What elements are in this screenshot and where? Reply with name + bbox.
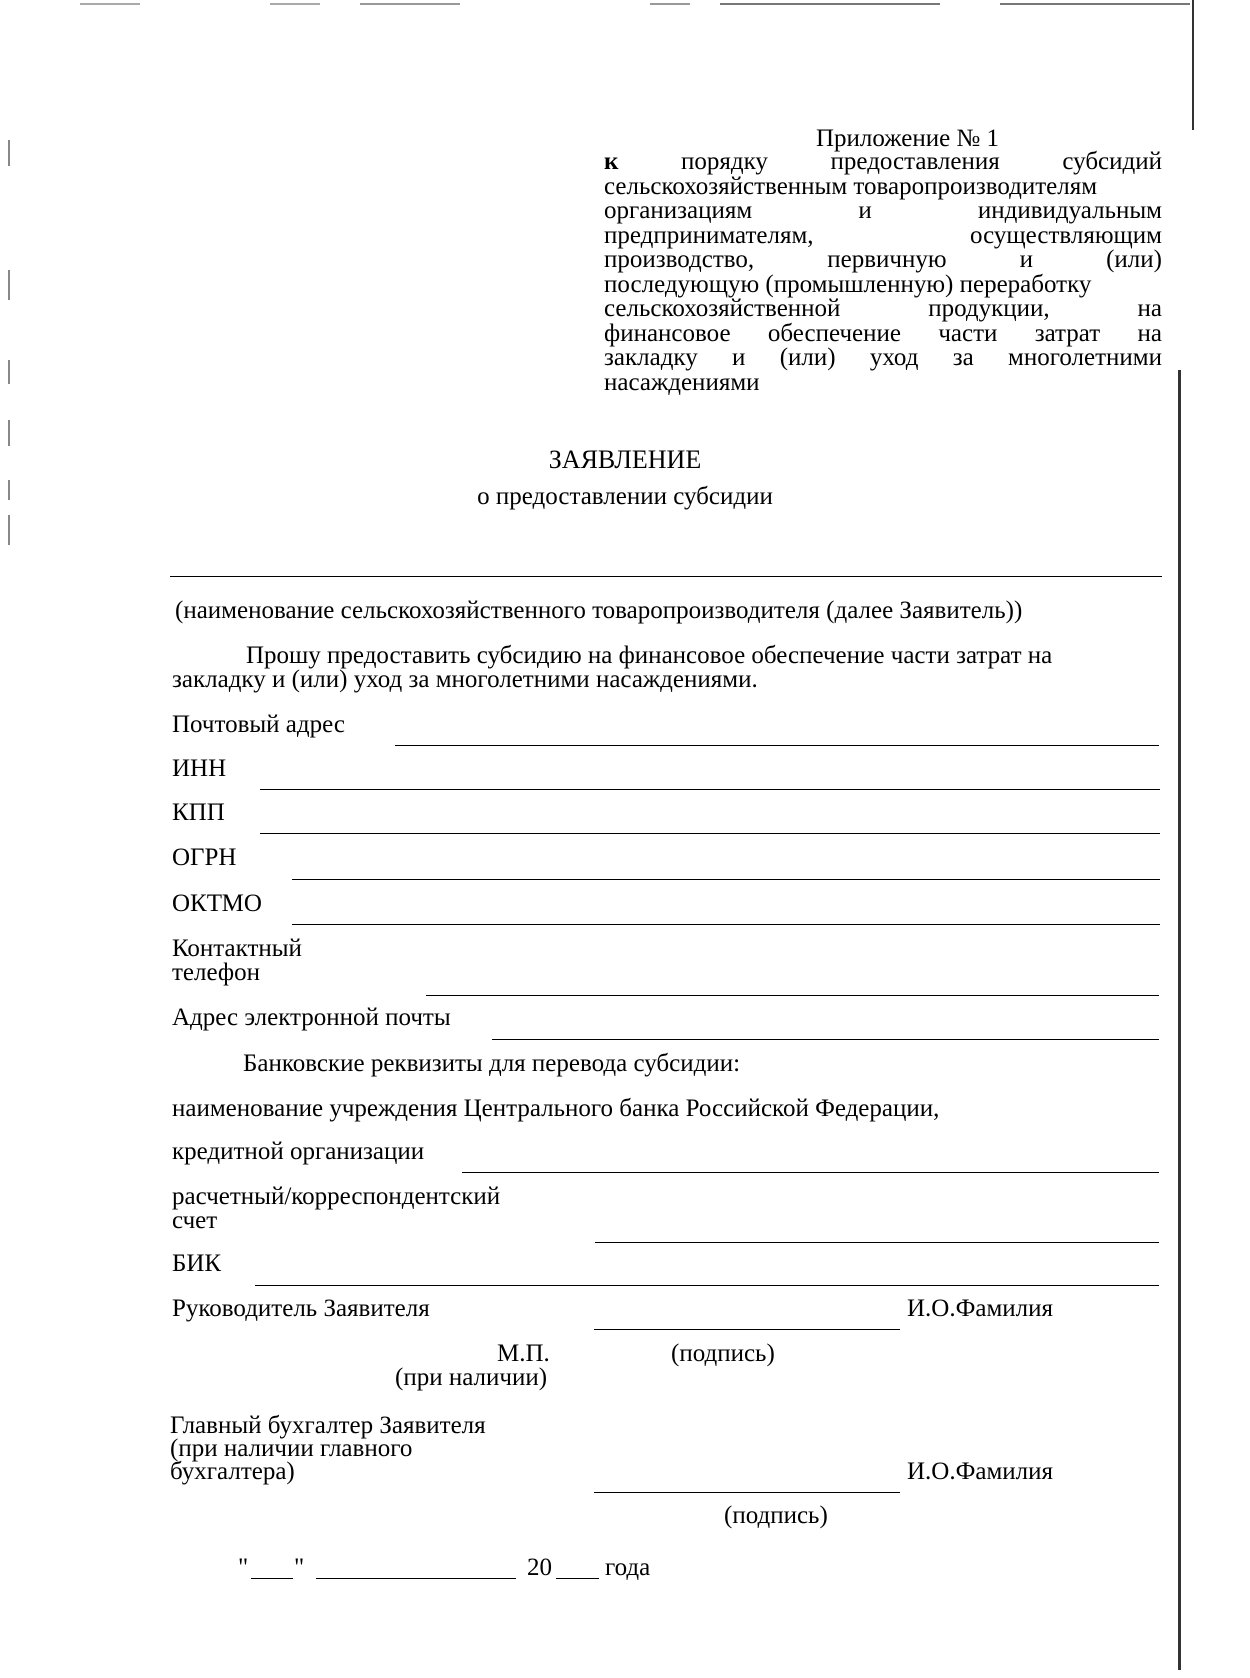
credit-org-field[interactable] <box>462 1172 1159 1173</box>
date-year-field[interactable] <box>556 1578 599 1579</box>
appendix-word: организациям <box>604 197 753 224</box>
kpp-label: КПП <box>172 799 225 826</box>
scan-left-mark <box>8 515 10 545</box>
accountant-name: И.О.Фамилия <box>907 1458 1054 1485</box>
ogrn-label: ОГРН <box>172 844 237 871</box>
appendix-word: производство, <box>604 246 755 273</box>
head-signature-field[interactable] <box>594 1329 900 1330</box>
scan-left-mark <box>8 140 10 166</box>
stamp-note: (при наличии) <box>395 1364 548 1391</box>
appendix-word: многолетними <box>1008 344 1162 371</box>
bik-label: БИК <box>172 1250 222 1277</box>
account-field[interactable] <box>595 1242 1159 1243</box>
request-text-line2: закладку и (или) уход за многолетними насаждениями. <box>172 666 758 693</box>
oktmo-label: ОКТМО <box>172 890 262 917</box>
head-signature-caption: (подпись) <box>671 1340 775 1367</box>
kpp-field[interactable] <box>260 833 1160 834</box>
appendix-word: насаждениями <box>604 368 760 396</box>
date-day-field[interactable] <box>251 1578 293 1579</box>
appendix-line <box>604 221 1162 249</box>
date-open-quote: " <box>238 1554 249 1581</box>
scan-right-edge-lower <box>1178 370 1181 1670</box>
accountant-signature-field[interactable] <box>594 1492 900 1493</box>
date-year-suffix: года <box>605 1554 651 1581</box>
appendix-line <box>604 297 1162 322</box>
appendix-word: субсидий <box>1062 148 1162 175</box>
appendix-word: обеспечение <box>767 319 901 347</box>
stamp-mark: М.П. <box>497 1340 550 1367</box>
request-text-line1: Прошу предоставить субсидию на финансовое обеспечение части затрат на <box>246 642 1053 669</box>
head-label: Руководитель Заявителя <box>172 1295 430 1322</box>
appendix-word: предоставления <box>830 148 1000 175</box>
appendix-word: сельскохозяйственным товаропроизводителям <box>604 172 1098 200</box>
appendix-word: (или) <box>1106 246 1162 273</box>
scan-right-edge <box>1192 0 1194 130</box>
ogrn-field[interactable] <box>292 879 1160 880</box>
appendix-word: сельскохозяйственной <box>604 295 841 322</box>
account-label-line2: счет <box>172 1207 218 1234</box>
appendix-word: на <box>1137 319 1162 347</box>
appendix-word: части <box>938 319 998 347</box>
appendix-word: за <box>952 344 974 371</box>
appendix-line <box>604 199 1162 224</box>
scan-left-mark <box>8 270 10 300</box>
applicant-caption: (наименование сельскохозяйственного товаропроизводителя (далее Заявитель)) <box>175 597 1023 624</box>
appendix-word: порядку <box>681 148 768 175</box>
appendix-line <box>604 172 1162 200</box>
inn-label: ИНН <box>172 755 227 782</box>
scan-top-edge <box>0 0 1200 10</box>
appendix-word: закладку <box>604 344 698 371</box>
appendix-word: к <box>604 148 619 175</box>
date-century: 20 <box>527 1554 552 1581</box>
appendix-word: (или) <box>779 344 836 371</box>
phone-label-line1: Контактный <box>172 935 302 962</box>
bank-heading: Банковские реквизиты для перевода субсидии: <box>243 1050 741 1077</box>
appendix-line <box>604 346 1162 371</box>
appendix-line <box>604 270 1162 298</box>
appendix-word: финансовое <box>604 319 731 347</box>
accountant-label-line1: Главный бухгалтер Заявителя <box>170 1412 486 1439</box>
scan-left-mark <box>8 360 10 384</box>
postal-address-field[interactable] <box>395 745 1159 746</box>
credit-org-label: кредитной организации <box>172 1138 425 1165</box>
date-month-field[interactable] <box>316 1578 516 1579</box>
appendix-word: затрат <box>1034 319 1101 347</box>
document-title: ЗАЯВЛЕНИЕ <box>548 445 702 474</box>
appendix-word: и <box>1019 246 1034 273</box>
document-subtitle: о предоставлении субсидии <box>477 483 773 510</box>
phone-label-line2: телефон <box>172 959 260 986</box>
scan-left-mark <box>8 420 10 446</box>
appendix-word: первичную <box>827 246 947 273</box>
appendix-text <box>604 150 1162 395</box>
appendix-word: и <box>858 197 872 224</box>
phone-field[interactable] <box>426 995 1159 996</box>
inn-field[interactable] <box>260 789 1160 790</box>
appendix-word: продукции, <box>928 295 1050 322</box>
oktmo-field[interactable] <box>292 924 1160 925</box>
appendix-word: осуществляющим <box>970 221 1162 249</box>
email-label: Адрес электронной почты <box>172 1004 451 1031</box>
appendix-line <box>604 319 1162 347</box>
postal-address-label: Почтовый адрес <box>172 711 345 738</box>
appendix-title: Приложение № 1 <box>816 125 1000 152</box>
accountant-label-line2: (при наличии главного <box>170 1435 413 1462</box>
appendix-word: индивидуальным <box>977 197 1162 224</box>
accountant-label-line3: бухгалтера) <box>170 1458 295 1485</box>
date-close-quote: " <box>294 1554 305 1581</box>
bank-institution-label: наименование учреждения Центрального банка Российской Федерации, <box>172 1095 940 1122</box>
applicant-name-field[interactable] <box>170 576 1162 577</box>
appendix-block <box>604 125 1162 396</box>
appendix-line <box>604 368 1162 396</box>
appendix-word: на <box>1137 295 1162 322</box>
head-name: И.О.Фамилия <box>907 1295 1054 1322</box>
appendix-word: предпринимателям, <box>604 221 814 249</box>
accountant-signature-caption: (подпись) <box>724 1502 828 1529</box>
account-label-line1: расчетный/корреспондентский <box>172 1183 501 1210</box>
appendix-word: последующую (промышленную) переработку <box>604 270 1092 298</box>
bik-field[interactable] <box>255 1285 1159 1286</box>
appendix-line <box>604 248 1162 273</box>
email-field[interactable] <box>492 1039 1159 1040</box>
appendix-word: уход <box>869 344 919 371</box>
appendix-word: и <box>732 344 746 371</box>
appendix-line <box>604 150 1162 175</box>
